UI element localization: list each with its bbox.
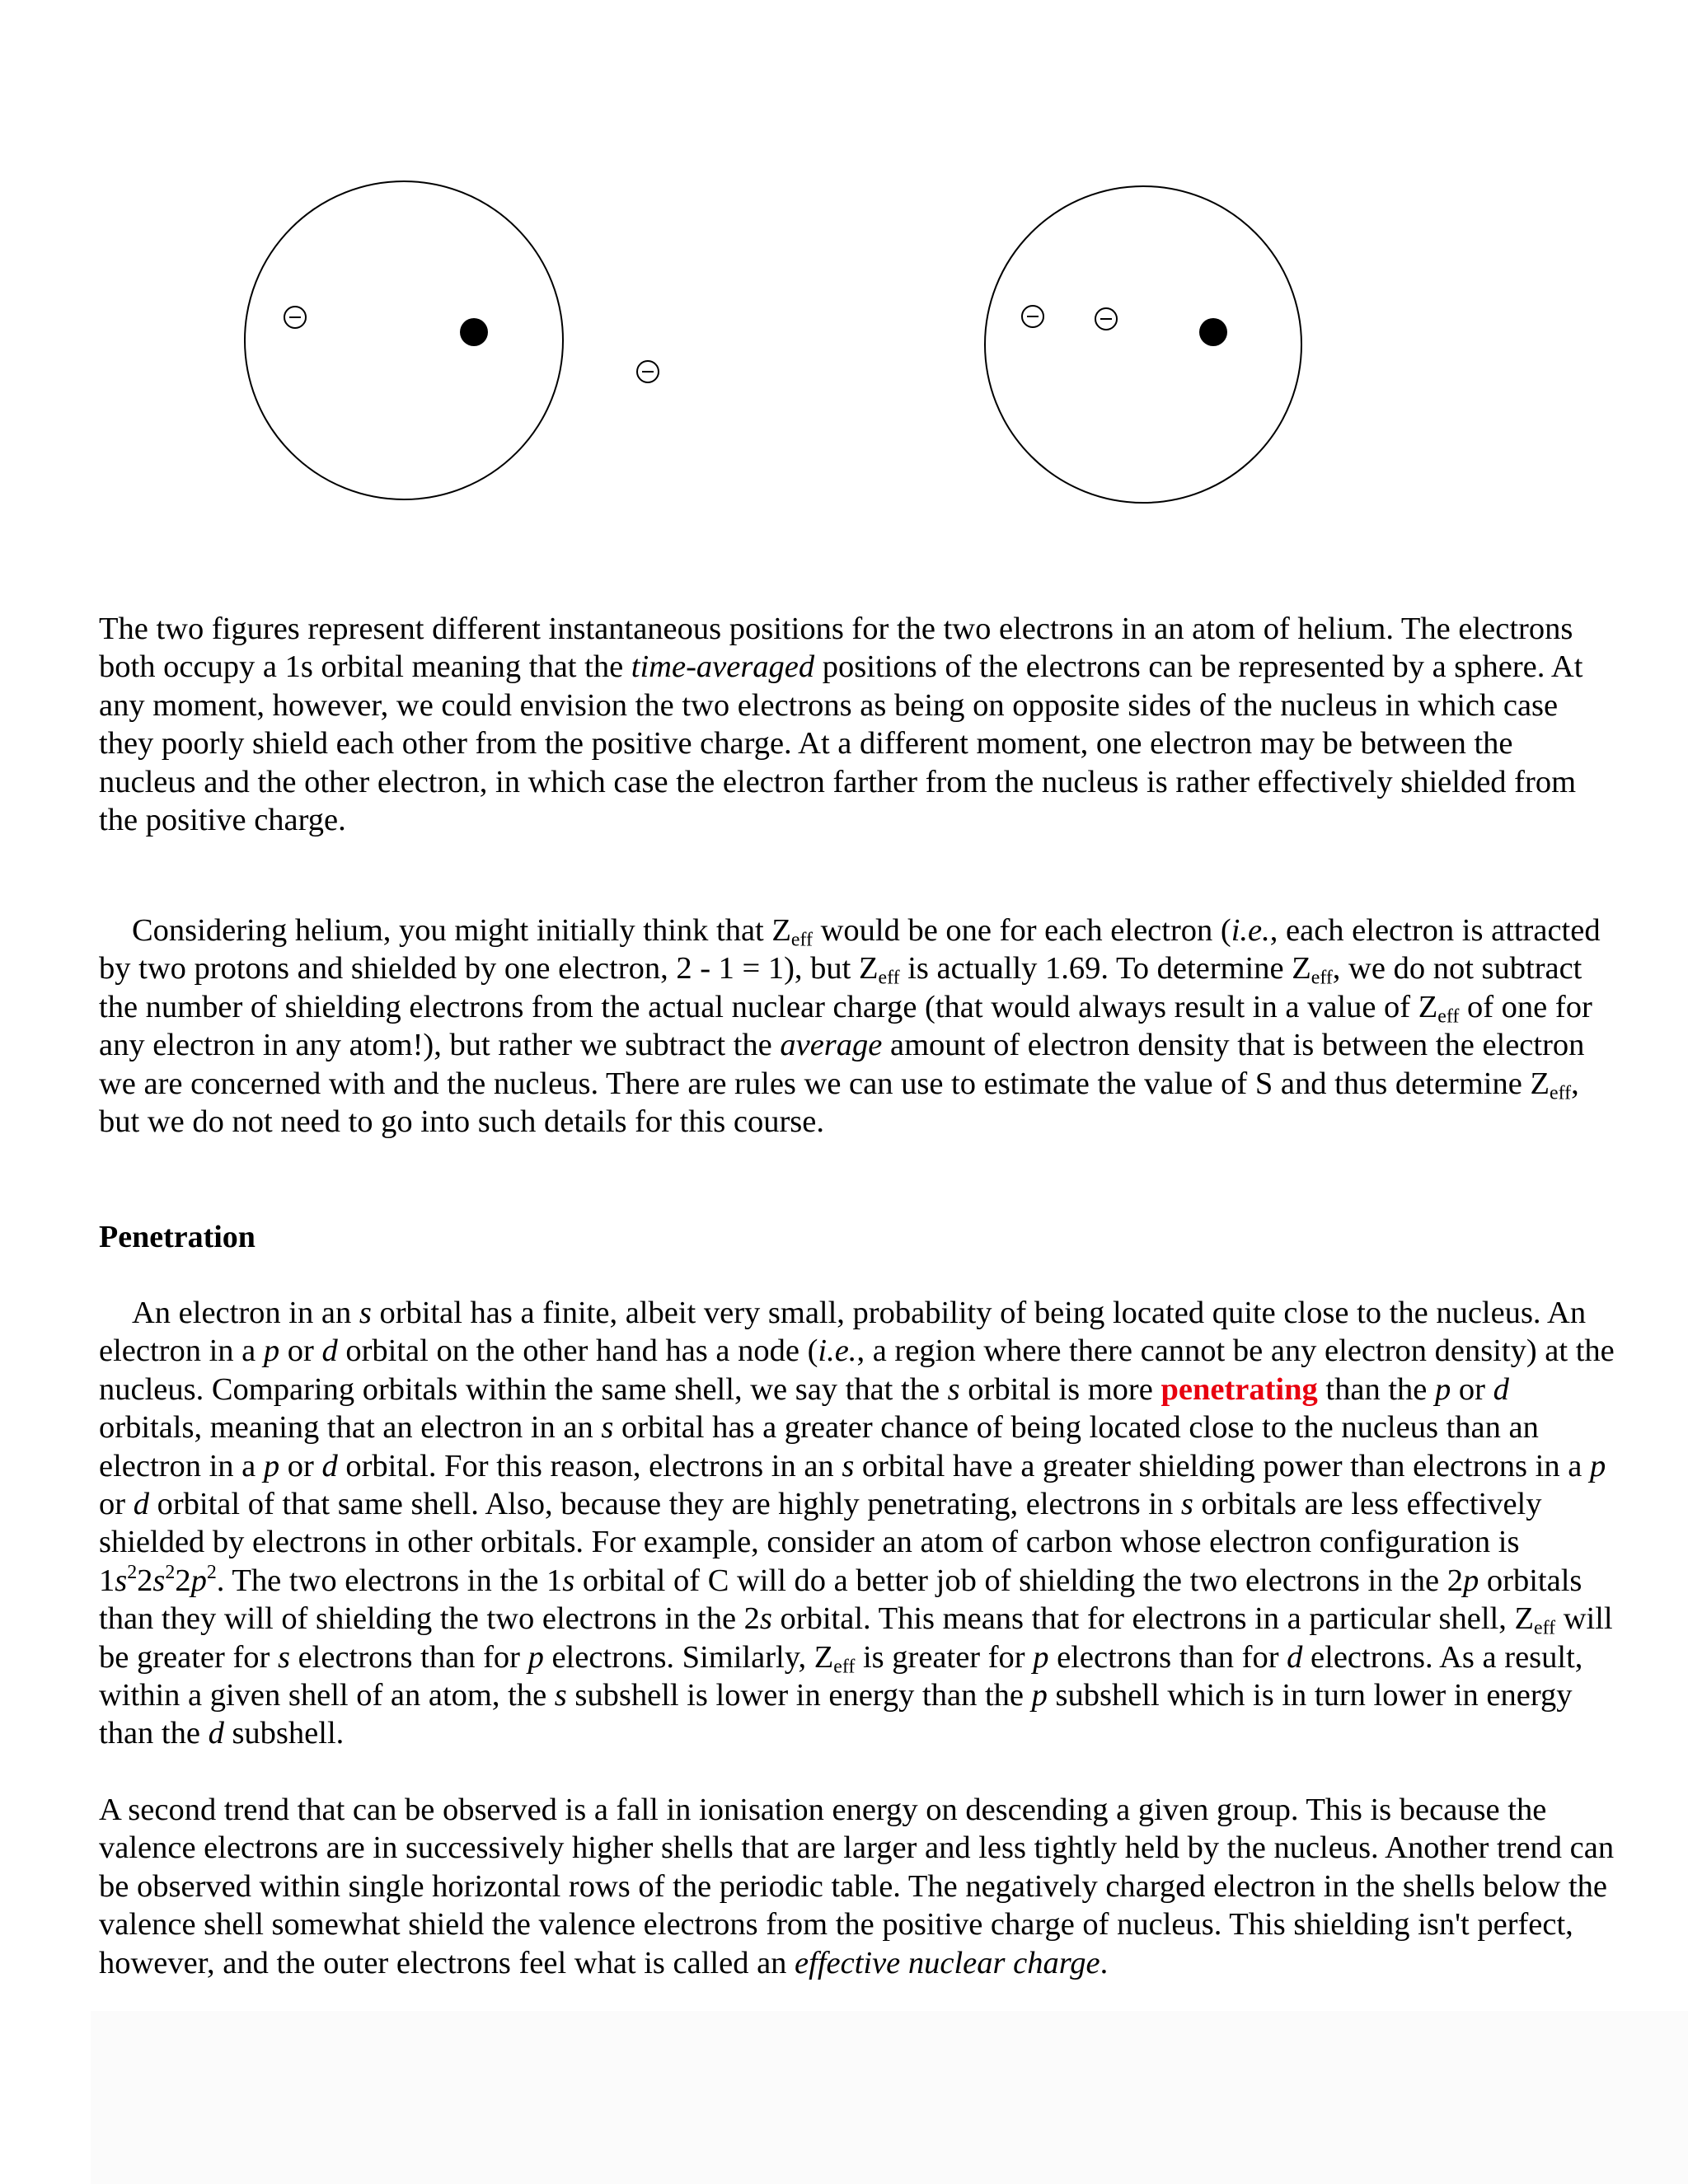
- atom-sphere-outline: [245, 181, 563, 499]
- figure-electron-between: [985, 186, 1301, 503]
- penetration-heading: Penetration: [99, 1220, 256, 1254]
- figure-opposite-sides: [245, 181, 659, 499]
- nucleus-dot: [460, 318, 488, 346]
- nucleus-dot: [1199, 318, 1227, 346]
- atom-sphere-outline: [985, 186, 1301, 503]
- electron-icon: [284, 307, 306, 328]
- penetrating-term: penetrating: [1160, 1371, 1318, 1407]
- page-background-tint: [91, 2011, 1688, 2184]
- helium-electron-figures: [0, 0, 1688, 593]
- electron-icon: [1095, 308, 1117, 330]
- electron-icon: [1022, 306, 1043, 327]
- figure-description-paragraph: The two figures represent different instantaneous positions for the two electrons in an atom of helium. The electrons both occupy a 1s orbital meaning that the time-averaged positions of the electrons can be represented by a sphere. At any moment, however, we could envision the two electrons as being on opposite sides of the nucleus in which case they poorly shield each other from the positive charge. At a different moment, one electron may be between the nucleus and the other electron, in which case the electron farther from the nucleus is rather effectively shielded from the positive charge.: [99, 612, 1583, 838]
- zeff-helium-paragraph: Considering helium, you might initially think that $Z_{eff}$ would be one for each electron (i.e., each electron is attracted by two protons and shielded by one electron, 2 - 1 = 1), but $Z_{eff}$ is actually 1.69. To determine $Z_{eff}$, we do not subtract the number of shielding electrons from the actual nuclear charge (that would always result in a value of $Z_{eff}$ of one for any electron in any atom!), but rather we subtract the average amount of electron density that is between the electron we are concerned with and the nucleus. There are rules we can use to estimate the value of S and thus determine $Z_{eff}$, but we do not need to go into such details for this course.: [99, 913, 1601, 1140]
- electron-icon: [637, 361, 659, 382]
- penetration-paragraph: An electron in an s orbital has a finite, albeit very small, probability of being located quite close to the nucleus. An electron in a p or d orbital on the other hand has a node (i.e., a region where there cannot be any electron density) at the nucleus. Comparing orbitals within the same shell, we say that the s orbital is more penetrating than the p or d orbitals, meaning that an electron in an s orbital has a greater chance of being located close to the nucleus than an electron in a p or d orbital. For this reason, electrons in an s orbital have a greater shielding power than electrons in a p or d orbital of that same shell. Also, because they are highly penetrating, electrons in s orbitals are less effectively shielded by electrons in other orbitals. For example, consider an atom of carbon whose electron configuration is $1s^22s^22p^2$. The two electrons in the 1s orbital of C will do a better job of shielding the two electrons in the 2p orbitals than they will of shielding the two electrons in the 2s orbital. This means that for electrons in a particular shell, $Z_{eff}$ will be greater for s electrons than for p electrons. Similarly, $Z_{eff}$ is greater for p electrons than for d electrons. As a result, within a given shell of an atom, the s subshell is lower in energy than the p subshell which is in turn lower in energy than the d subshell.: [99, 1296, 1615, 1751]
- ionisation-trend-paragraph: A second trend that can be observed is a fall in ionisation energy on descending a given group. This is because the valence electrons are in successively higher shells that are larger and less tightly held by the nucleus. Another trend can be observed within single horizontal rows of the periodic table. The negatively charged electron in the shells below the valence shell somewhat shield the valence electrons from the positive charge of nucleus. This shielding isn't perfect, however, and the outer electrons feel what is called an effective nuclear charge.: [99, 1793, 1615, 1980]
